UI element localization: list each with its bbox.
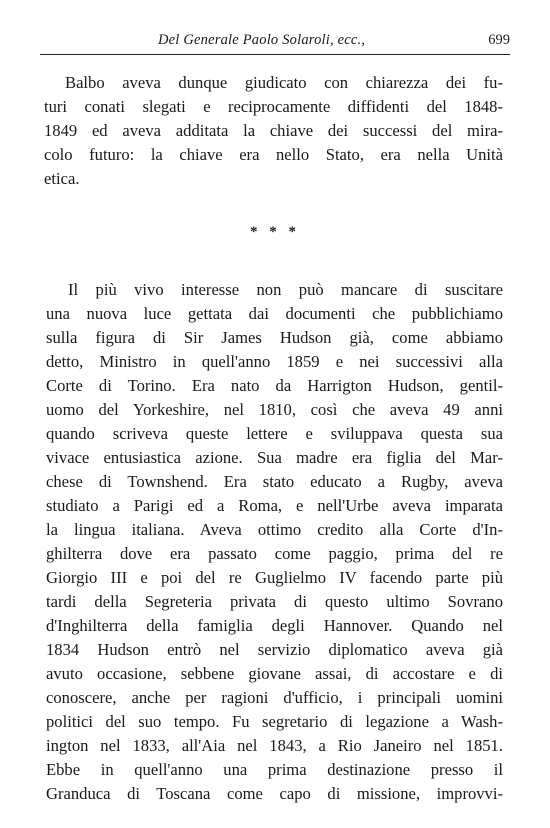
text-line: una nuova luce gettata dai documenti che pubblichiamo (46, 304, 503, 323)
text-line: sulla figura di Sir James Hudson già, come abbiamo (46, 328, 503, 347)
running-title: Del Generale Paolo Solaroli, ecc., (158, 32, 366, 48)
text-line: avuto occasione, sebbene giovane assai, di accostare e di (46, 664, 503, 683)
page-number: 699 (488, 32, 510, 48)
text-line: Il più vivo interesse non può mancare di suscitare (68, 280, 503, 299)
text-line: politici del suo tempo. Fu segretario di legazione a Wash- (46, 712, 503, 731)
text-line: studiato a Parigi ed a Roma, e nell'Urbe aveva imparata (46, 496, 503, 515)
text-line: Giorgio III e poi del re Guglielmo IV facendo parte più (46, 568, 503, 587)
text-line: 1834 Hudson entrò nel servizio diplomatico aveva già (46, 640, 503, 659)
text-line: 1849 ed aveva additata la chiave dei successi del mira- (44, 121, 503, 140)
text-line: detto, Ministro in quell'anno 1859 e nei successivi alla (46, 352, 503, 371)
text-line: tardi della Segreteria privata di questo ultimo Sovrano (46, 592, 503, 611)
section-break-asterisks: * * * (250, 224, 300, 240)
text-line: colo futuro: la chiave era nello Stato, era nella Unità (44, 145, 503, 164)
running-header (40, 32, 510, 56)
text-line: vivace entusiastica azione. Sua madre era figlia del Mar- (46, 448, 503, 467)
text-line: etica. (44, 169, 80, 188)
text-line: d'Inghilterra della famiglia degli Hannover. Quando nel (46, 616, 503, 635)
text-line: uomo del Yorkeshire, nel 1810, così che aveva 49 anni (46, 400, 503, 419)
text-line: Ebbe in quell'anno una prima destinazione presso il (46, 760, 503, 779)
text-line: chese di Townshend. Era stato educato a Rugby, aveva (46, 472, 503, 491)
text-line: conoscere, anche per ragioni d'ufficio, i principali uomini (46, 688, 503, 707)
text-line: Granduca di Toscana come capo di missione, improvvi- (46, 784, 503, 803)
header-rule (40, 54, 510, 55)
text-line: turi conati slegati e reciprocamente diffidenti del 1848- (44, 97, 503, 116)
text-line: Corte di Torino. Era nato da Harrigton Hudson, gentil- (46, 376, 503, 395)
text-line: ghilterra dove era passato come paggio, prima del re (46, 544, 503, 563)
text-line: quando scriveva queste lettere e sviluppava questa sua (46, 424, 503, 443)
text-line: Balbo aveva dunque giudicato con chiarezza dei fu- (65, 73, 503, 92)
text-line: la lingua italiana. Aveva ottimo credito alla Corte d'In- (46, 520, 503, 539)
text-line: ington nel 1833, all'Aia nel 1843, a Rio Janeiro nel 1851. (46, 736, 503, 755)
